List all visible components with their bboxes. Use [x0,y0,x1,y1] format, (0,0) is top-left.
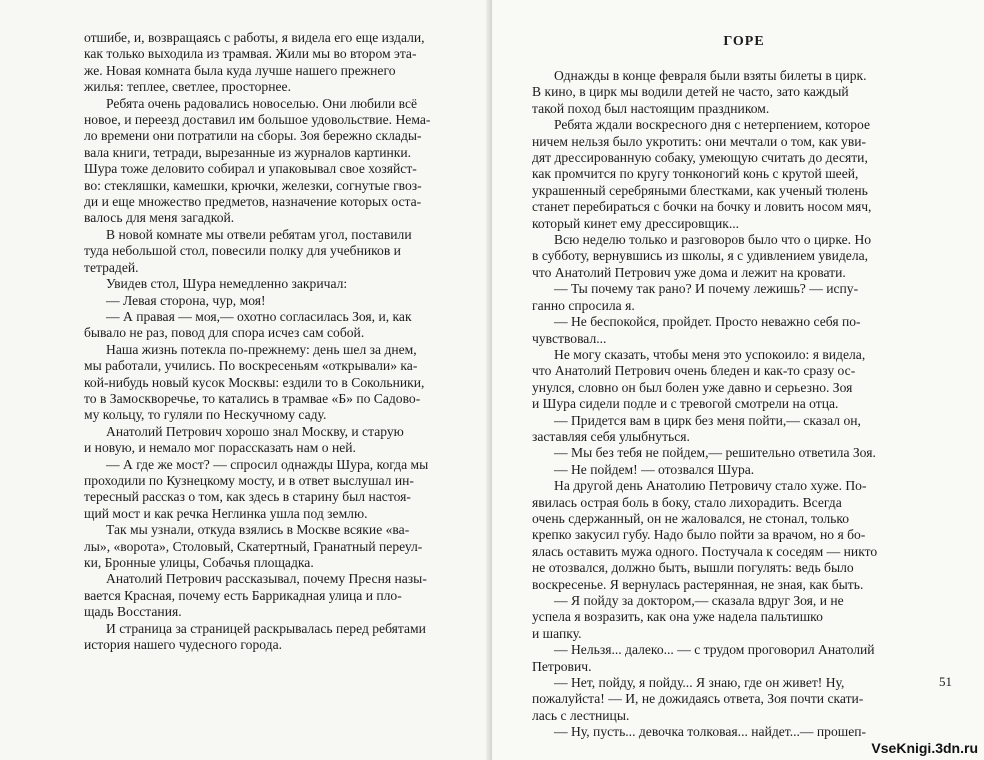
paragraph: Ребята ждали воскресного дня с нетерпением, которое ничем нельзя было укротить: они мечтали о том, как уви- дят дрессированную собаку, умеющую считать до десяти, как промчится по кругу тонконогий конь с крутой шеей, украшенный серебряными блестками, как ученый тюлень станет перебираться с бочки на бочку и ловить носом мяч, который кинет ему дрессировщик... [532,117,872,231]
paragraph: отшибе, и, возвращаясь с работы, я видела его еще издали, как только выходила из трамвая. Жили мы во втором эта- же. Новая комната была куда лучше нашего прежнего жилья: теплее, светлее, просторнее. [84,30,425,95]
right-page [492,0,984,760]
paragraph: — Я пойду за доктором,— сказала вдруг Зоя, и не успела я возразить, как она уже надела пальтишко и шапку. [532,593,844,641]
paragraph: — Не пойдем! — отозвался Шура. [554,461,755,477]
paragraph: На другой день Анатолию Петровичу стало хуже. По- явилась острая боль в боку, стало лихорадить. Всегда очень сдержанный, он не жаловался, не стонал, только крепко закусил губу. Надо было пойти за врачом, но я бо- ялась оставить мужа одного. Постучала к соседям — никто не отозвался, должно быть, вышли погулять: ведь было воскресенье. Я вернулась растерянная, не зная, как быть. [532,478,878,592]
paragraph: — А правая — моя,— охотно согласилась Зоя, и, как бывало не раз, повод для спора исчез сам собой. [84,308,412,341]
paragraph: В новой комнате мы отвели ребятам угол, поставили туда небольшой стол, повесили полку для учебников и тетрадей. [84,226,412,275]
chapter-title: ГОРЕ [723,34,765,49]
paragraph: Так мы узнали, откуда взялись в Москве всякие «ва- лы», «ворота», Столовый, Скатертный, Гранатный переул- ки, Бронные улицы, Собачья площадка. [84,522,423,570]
paragraph: — Мы без тебя не пойдем,— решительно ответила Зоя. [554,445,876,461]
paragraph: Анатолий Петрович хорошо знал Москву, и старую и новую, и немало мог порассказать нам о ней. [84,423,404,456]
paragraph: — Ты почему так рано? И почему лежишь? — испу- ганно спросила я. [532,281,859,313]
paragraph: И страница за страницей раскрывалась перед ребятами история нашего чудесного города. [84,620,426,653]
watermark: VseKnigi.3dn.ru [871,740,978,756]
paragraph: Однажды в конце февраля были взяты билеты в цирк. В кино, в цирк мы водили детей не часто, зато каждый такой поход был настоящим праздником. [532,68,867,116]
page-number: 51 [939,674,952,689]
paragraph: Наша жизнь потекла по-прежнему: день шел за днем, мы работали, учились. По воскресеньям «открывали» ка- кой-нибудь новый кусок Москвы: ездили то в Сокольники, то в Замоскворечье, то катались в трамвае «Б» по Садово- му кольцу, то гуляли по Нескучному саду. [84,341,425,423]
paragraph: — Придется вам в цирк без меня пойти,— сказал он, заставляя себя улыбнуться. [532,412,861,444]
paragraph: — Нельзя... далеко... — с трудом проговорил Анатолий Петрович. [532,642,875,674]
paragraph: — Левая сторона, чур, моя! [106,292,266,308]
paragraph: Всю неделю только и разговоров было что о цирке. Но в субботу, вернувшись из школы, я с удивлением увидела, что Анатолий Петрович уже дома и лежит на кровати. [532,232,872,280]
paragraph: — Ну, пусть... девочка толковая... найдет...— прошеп- [554,724,867,740]
paragraph: Ребята очень радовались новоселью. Они любили всё новое, и переезд доставил им большое удовольствие. Нема- ло времени они потратили на сборы. Зоя бережно склады- вала книги, тетради, вырезанные из журналов картинки. Шура тоже деловито собирал и упаковывал свое хозяйст- во: стекляшки, камешки, крючки, железки, согнутые гвоз- ди и еще множество предметов, назначение которых оста- валось для меня загадкой. [84,95,431,226]
paragraph: Не могу сказать, чтобы меня это успокоило: я видела, что Анатолий Петрович очень бледен и как-то сразу ос- унулся, словно он был болен уже давно и серьезно. Зоя и Шура сидели подле и с тревогой смотрели на отца. [532,346,866,412]
paragraph: Увидев стол, Шура немедленно закричал: [106,276,348,292]
paragraph: — Нет, пойду, я пойду... Я знаю, где он живет! Ну, пожалуйста! — И, не дожидаясь ответа, Зоя почти скати- лась с лестницы. [532,675,864,723]
paragraph: Анатолий Петрович рассказывал, почему Пресня назы- вается Красная, почему есть Баррикадная улица и пло- щадь Восстания. [84,571,427,620]
paragraph: — Не беспокойся, пройдет. Просто неважно себя по- чувствовал... [532,314,861,346]
paragraph: — А где же мост? — спросил однажды Шура, когда мы проходили по Кузнецкому мосту, и в ответ выслушал ин- тересный рассказ о том, как здесь в старину был настоя- щий мост и как речка Неглинка ушла под землю. [84,456,429,521]
